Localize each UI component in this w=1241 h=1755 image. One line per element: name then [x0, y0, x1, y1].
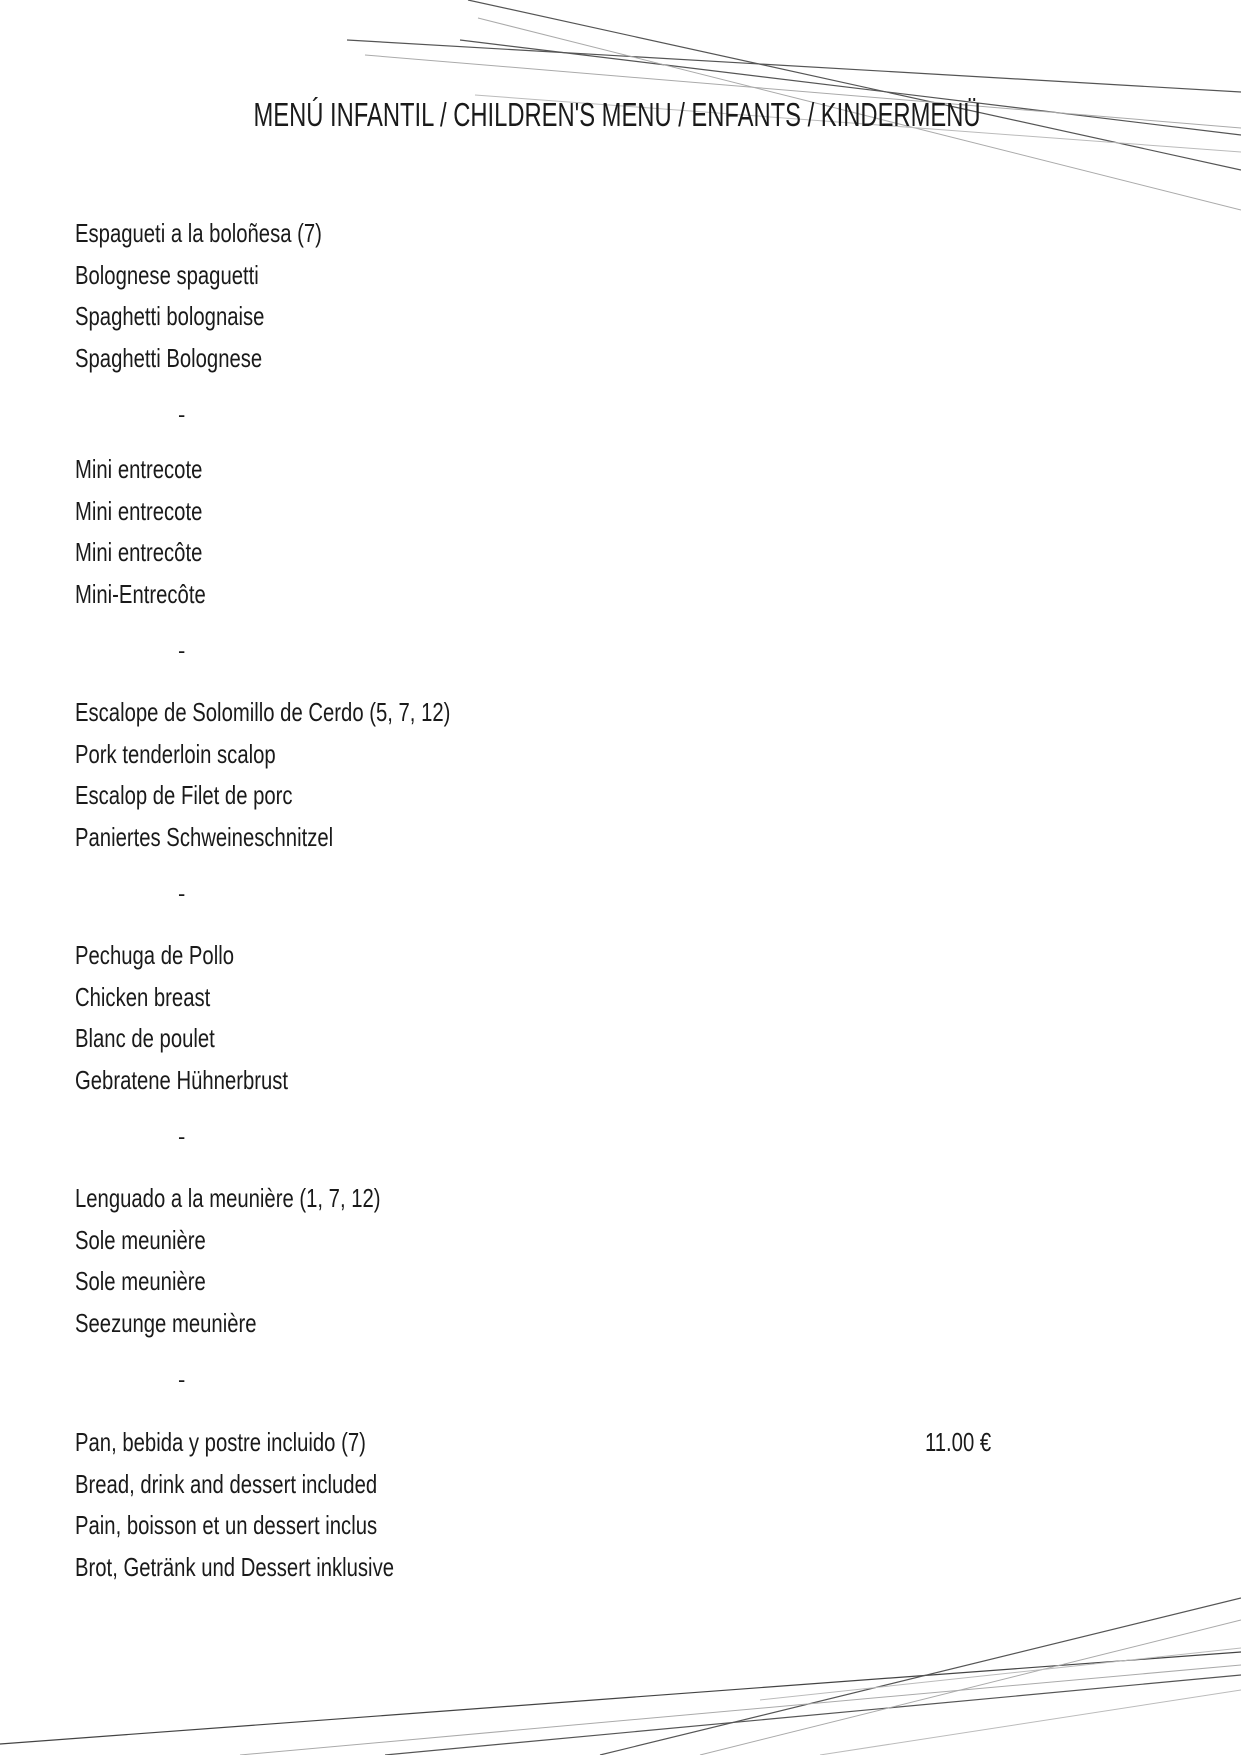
included-line: Brot, Getränk und Dessert inklusive: [75, 1551, 394, 1582]
dish-line: Seezunge meunière: [75, 1307, 257, 1338]
dish-line: Lenguado a la meunière (1, 7, 12): [75, 1183, 381, 1213]
dish-line: Escalop de Filet de porc: [75, 780, 293, 810]
dish-line: Pork tenderloin scalop: [75, 738, 276, 769]
dish-line: Sole meunière: [75, 1266, 206, 1296]
dish-line: Blanc de poulet: [75, 1023, 215, 1053]
separator: -: [178, 881, 186, 906]
included-line: Pan, bebida y postre incluido (7): [75, 1427, 366, 1457]
dish-escalope: [75, 692, 556, 858]
separator: -: [178, 402, 186, 427]
dish-line: Spaghetti Bolognese: [75, 342, 263, 373]
included-info: [75, 1422, 484, 1588]
dish-line: Sole meunière: [75, 1224, 206, 1255]
menu-price: 11.00 €: [925, 1427, 992, 1457]
dish-line: Mini-Entrecôte: [75, 578, 206, 609]
dish-line: Espagueti a la boloñesa (7): [75, 218, 322, 248]
separator: -: [178, 1124, 186, 1149]
included-line: Bread, drink and dessert included: [75, 1468, 378, 1499]
separator: -: [178, 638, 186, 663]
dish-line: Mini entrecote: [75, 454, 203, 484]
dish-line: Chicken breast: [75, 981, 211, 1012]
dish-line: Escalope de Solomillo de Cerdo (5, 7, 12): [75, 697, 451, 727]
dish-line: Pechuga de Pollo: [75, 940, 234, 970]
dish-line: Paniertes Schweineschnitzel: [75, 821, 334, 852]
page-title: MENÚ INFANTIL / CHILDREN'S MENU / ENFANTS / KINDERMENÜ: [253, 96, 981, 133]
dish-line: Mini entrecôte: [75, 537, 203, 567]
separator: -: [178, 1367, 186, 1392]
dish-line: Gebratene Hühnerbrust: [75, 1064, 289, 1095]
dish-line: Mini entrecote: [75, 495, 203, 526]
dish-sole: [75, 1178, 467, 1344]
dish-entrecote: [75, 449, 243, 615]
dish-line: Spaghetti bolognaise: [75, 301, 265, 331]
dish-spaghetti: [75, 213, 392, 379]
dish-chicken: [75, 935, 348, 1101]
included-line: Pain, boisson et un dessert inclus: [75, 1510, 378, 1540]
dish-line: Bolognese spaguetti: [75, 259, 259, 290]
